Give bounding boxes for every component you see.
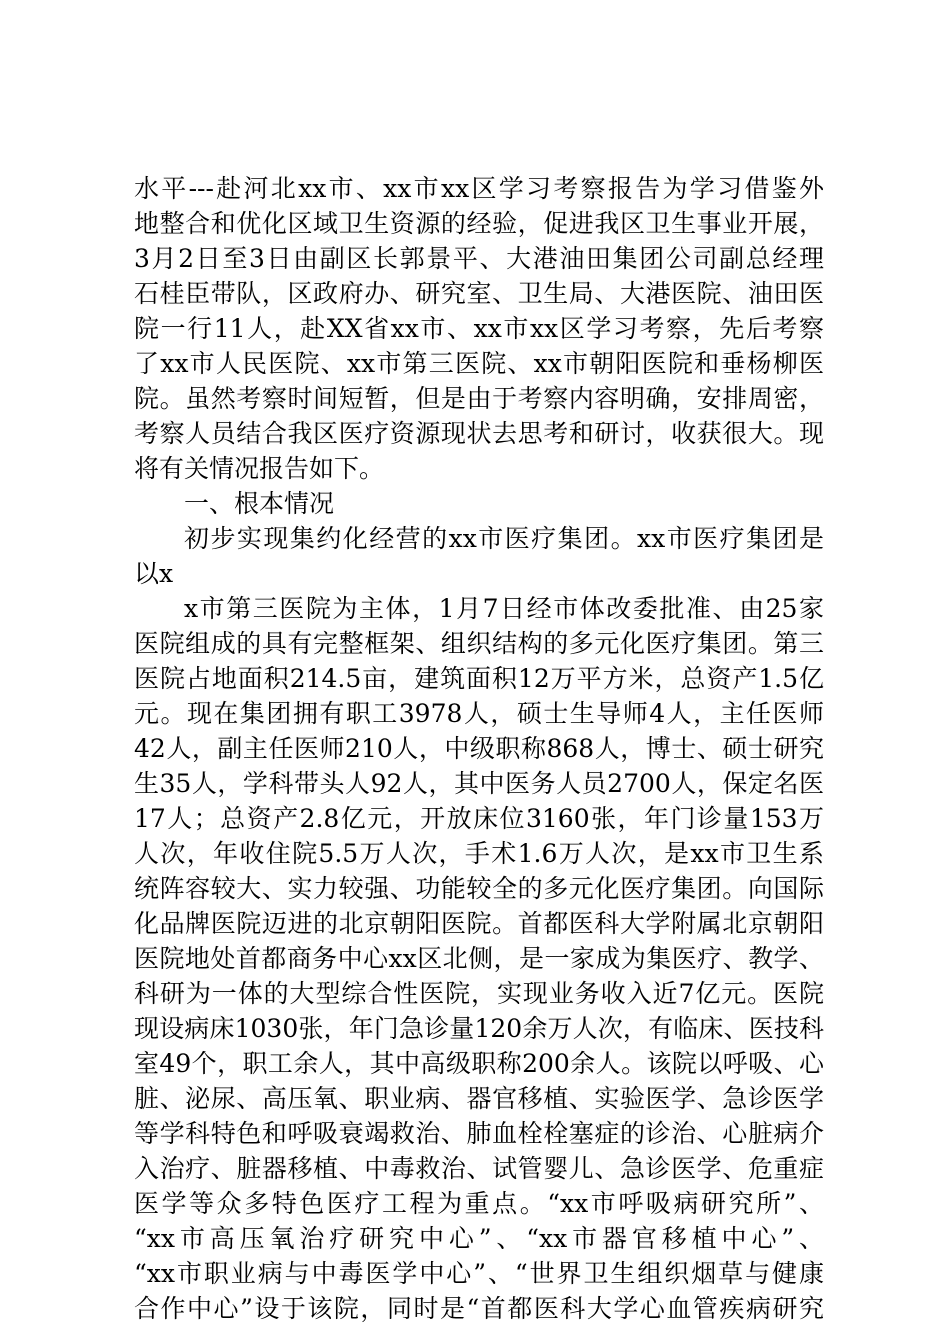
text-line: 医院占地面积214.5亩，建筑面积12万平方米，总资产1.5亿 [134,664,824,693]
text-line: 化品牌医院迈进的北京朝阳医院。首都医科大学附属北京朝阳 [134,909,824,938]
text-line: 医学等众多特色医疗工程为重点。“xx市呼吸病研究所”、 [134,1189,824,1218]
text-line: 脏、泌尿、高压氧、职业病、器官移植、实验医学、急诊医学 [134,1084,824,1113]
text-line: x市第三医院为主体，1月7日经市体改委批准、由25家 [184,594,824,623]
text-line: 水平---赴河北xx市、xx市xx区学习考察报告为学习借鉴外 [134,174,824,203]
text-line: 院。虽然考察时间短暂，但是由于考察内容明确，安排周密， [134,384,824,413]
text-line: “xx市高压氧治疗研究中心”、“xx市器官移植中心”、 [134,1224,824,1253]
text-line: 42人，副主任医师210人，中级职称868人，博士、硕士研究 [134,734,824,763]
text-line: 了xx市人民医院、xx市第三医院、xx市朝阳医院和垂杨柳医 [134,349,824,378]
text-line: 生35人，学科带头人92人，其中医务人员2700人，保定名医 [134,769,824,798]
text-line: 将有关情况报告如下。 [134,454,385,483]
text-line: 以x [134,559,174,588]
text-line: 现设病床1030张，年门急诊量120余万人次，有临床、医技科 [134,1014,824,1043]
text-line: 室49个，职工余人，其中高级职称200余人。该院以呼吸、心 [134,1049,824,1078]
text-line: 元。现在集团拥有职工3978人，硕士生导师4人，主任医师 [134,699,824,728]
text-line: 医院组成的具有完整框架、组织结构的多元化医疗集团。第三 [134,629,824,658]
text-line: 考察人员结合我区医疗资源现状去思考和研讨，收获很大。现 [134,419,824,448]
text-line: 17人；总资产2.8亿元，开放床位3160张，年门诊量153万 [134,804,824,833]
text-line: “xx市职业病与中毒医学中心”、“世界卫生组织烟草与健康 [134,1259,824,1288]
body-text [134,171,824,1326]
text-line: 入治疗、脏器移植、中毒救治、试管婴儿、急诊医学、危重症 [134,1154,824,1183]
text-line: 统阵容较大、实力较强、功能较全的多元化医疗集团。向国际 [134,874,824,903]
text-line: 3月2日至3日由副区长郭景平、大港油田集团公司副总经理 [134,244,824,273]
text-line: 医院地处首都商务中心xx区北侧，是一家成为集医疗、教学、 [134,944,824,973]
section-heading: 一、根本情况 [184,489,335,518]
text-line: 合作中心”设于该院，同时是“首都医科大学心血管疾病研究 [134,1294,824,1323]
text-line: 等学科特色和呼吸衰竭救治、肺血栓栓塞症的诊治、心脏病介 [134,1119,824,1148]
text-line: 科研为一体的大型综合性医院，实现业务收入近7亿元。医院 [134,979,824,1008]
text-line: 地整合和优化区域卫生资源的经验，促进我区卫生事业开展， [134,209,824,238]
text-line: 人次，年收住院5.5万人次，手术1.6万人次，是xx市卫生系 [134,839,824,868]
text-line: 院一行11人，赴XX省xx市、xx市xx区学习考察，先后考察 [134,314,824,343]
text-line: 初步实现集约化经营的xx市医疗集团。xx市医疗集团是 [184,524,824,553]
text-line: 石桂臣带队，区政府办、研究室、卫生局、大港医院、油田医 [134,279,824,308]
